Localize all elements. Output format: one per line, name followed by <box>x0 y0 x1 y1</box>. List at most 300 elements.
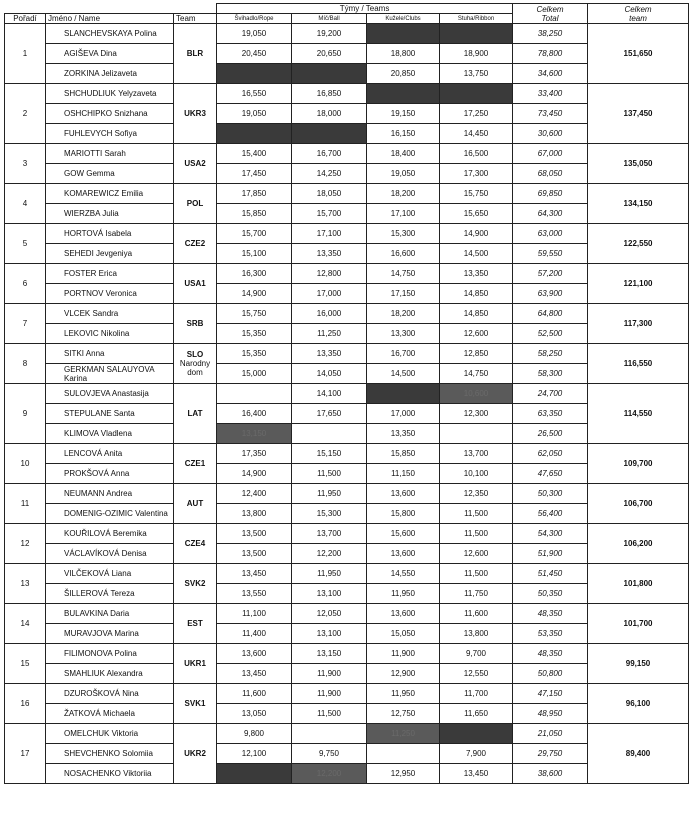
rope-score: 19,050 <box>217 24 292 44</box>
ball-score: 12,050 <box>292 604 367 624</box>
clubs-score: 15,300 <box>367 224 440 244</box>
ball-score: 12,200 <box>292 544 367 564</box>
athlete-total: 50,300 <box>513 484 588 504</box>
clubs-score: 14,750 <box>367 264 440 284</box>
ball-score: 12,800 <box>292 264 367 284</box>
athlete-total: 56,400 <box>513 504 588 524</box>
clubs-score: 11,150 <box>367 464 440 484</box>
clubs-score: 19,050 <box>367 164 440 184</box>
clubs-score <box>367 24 440 44</box>
clubs-score: 18,800 <box>367 44 440 64</box>
ball-score: 9,750 <box>292 744 367 764</box>
table-row <box>5 424 689 444</box>
table-row <box>5 384 689 404</box>
table-row <box>5 224 689 244</box>
rope-score: 12,400 <box>217 484 292 504</box>
athlete-name: ŽATKOVÁ Michaela <box>46 704 174 724</box>
table-row <box>5 464 689 484</box>
ball-score: 15,700 <box>292 204 367 224</box>
ball-score: 17,650 <box>292 404 367 424</box>
table-row <box>5 24 689 44</box>
header-rope: Švihadlo/Rope <box>217 14 292 24</box>
athlete-total: 58,300 <box>513 364 588 384</box>
team-code-label: POL <box>186 199 204 208</box>
team-total: 101,800 <box>588 564 689 604</box>
ball-score <box>292 424 367 444</box>
ribbon-score: 11,750 <box>440 584 513 604</box>
athlete-total: 47,150 <box>513 684 588 704</box>
rope-score: 13,050 <box>217 704 292 724</box>
team-code-label: EST <box>187 619 203 628</box>
rope-score <box>217 764 292 784</box>
ribbon-score: 13,450 <box>440 764 513 784</box>
ball-score: 19,200 <box>292 24 367 44</box>
athlete-name: STEPULANE Santa <box>46 404 174 424</box>
team-total: 101,700 <box>588 604 689 644</box>
table-row <box>5 184 689 204</box>
ball-score: 11,900 <box>292 684 367 704</box>
table-row <box>5 744 689 764</box>
ball-score: 12,200 <box>292 764 367 784</box>
rank-cell: 4 <box>5 184 46 224</box>
team-total: 134,150 <box>588 184 689 224</box>
rope-score: 15,350 <box>217 324 292 344</box>
team-total: 117,300 <box>588 304 689 344</box>
team-total: 109,700 <box>588 444 689 484</box>
rope-score: 16,400 <box>217 404 292 424</box>
ribbon-score: 13,750 <box>440 64 513 84</box>
athlete-total: 57,200 <box>513 264 588 284</box>
athlete-name: KLIMOVA Vladlena <box>46 424 174 444</box>
ball-score: 15,300 <box>292 504 367 524</box>
athlete-total: 50,350 <box>513 584 588 604</box>
rope-score: 14,900 <box>217 284 292 304</box>
clubs-score: 14,500 <box>367 364 440 384</box>
team-code-label: BLR <box>186 49 204 58</box>
athlete-name: AGIŠEVA Dina <box>46 44 174 64</box>
athlete-name: FUHLEVYCH Sofiya <box>46 124 174 144</box>
team-code-label: UKR3 <box>184 109 206 118</box>
athlete-name: LEKOVIC Nikolina <box>46 324 174 344</box>
ball-score: 17,000 <box>292 284 367 304</box>
team-code-label: UKR1 <box>184 659 206 668</box>
team-code-sub: Narodny dom <box>179 359 211 377</box>
ball-score: 18,000 <box>292 104 367 124</box>
ribbon-score: 17,300 <box>440 164 513 184</box>
ribbon-score: 13,800 <box>440 624 513 644</box>
ribbon-score: 13,350 <box>440 264 513 284</box>
rope-score: 17,350 <box>217 444 292 464</box>
clubs-score <box>367 84 440 104</box>
clubs-score: 14,550 <box>367 564 440 584</box>
athlete-total: 59,550 <box>513 244 588 264</box>
ball-score: 11,900 <box>292 664 367 684</box>
rope-score: 16,550 <box>217 84 292 104</box>
clubs-score: 16,600 <box>367 244 440 264</box>
clubs-score: 11,250 <box>367 724 440 744</box>
team-code <box>174 304 217 344</box>
athlete-name: SHCHUDLIUK Yelyzaveta <box>46 84 174 104</box>
header-ball: Míč/Ball <box>292 14 367 24</box>
clubs-score: 11,950 <box>367 684 440 704</box>
team-total: 137,450 <box>588 84 689 144</box>
clubs-score: 13,350 <box>367 424 440 444</box>
rank-cell: 5 <box>5 224 46 264</box>
rope-score: 13,500 <box>217 544 292 564</box>
ribbon-score: 13,700 <box>440 444 513 464</box>
team-total: 116,550 <box>588 344 689 384</box>
header-teams-group: Týmy / Teams <box>217 4 513 14</box>
ribbon-score: 12,600 <box>440 544 513 564</box>
ball-score: 15,150 <box>292 444 367 464</box>
table-row <box>5 104 689 124</box>
ribbon-score: 15,750 <box>440 184 513 204</box>
rope-score: 9,800 <box>217 724 292 744</box>
rank-cell: 11 <box>5 484 46 524</box>
athlete-name: OSHCHIPKO Snizhana <box>46 104 174 124</box>
rope-score: 15,850 <box>217 204 292 224</box>
athlete-name: DZUROŠKOVÁ Nina <box>46 684 174 704</box>
ball-score: 17,100 <box>292 224 367 244</box>
team-code-label: USA1 <box>184 279 206 288</box>
ball-score: 11,500 <box>292 704 367 724</box>
ball-score: 20,650 <box>292 44 367 64</box>
rank-cell: 6 <box>5 264 46 304</box>
rope-score: 13,450 <box>217 564 292 584</box>
team-code <box>174 604 217 644</box>
table-row <box>5 444 689 464</box>
ball-score: 13,700 <box>292 524 367 544</box>
ball-score: 16,850 <box>292 84 367 104</box>
ball-score: 13,100 <box>292 584 367 604</box>
athlete-name: MARIOTTI Sarah <box>46 144 174 164</box>
rope-score <box>217 384 292 404</box>
team-code <box>174 484 217 524</box>
table-row <box>5 604 689 624</box>
clubs-score: 18,200 <box>367 184 440 204</box>
ball-score: 11,250 <box>292 324 367 344</box>
team-code-label: LAT <box>187 409 203 418</box>
rope-score: 13,500 <box>217 524 292 544</box>
rope-score: 15,700 <box>217 224 292 244</box>
team-code <box>174 344 217 384</box>
clubs-score: 13,600 <box>367 484 440 504</box>
ball-score <box>292 724 367 744</box>
athlete-name: FILIMONOVA Polina <box>46 644 174 664</box>
team-total: 96,100 <box>588 684 689 724</box>
rope-score: 11,100 <box>217 604 292 624</box>
team-total: 99,150 <box>588 644 689 684</box>
table-row <box>5 544 689 564</box>
clubs-score: 12,900 <box>367 664 440 684</box>
ribbon-score: 14,850 <box>440 304 513 324</box>
team-code-label: SRB <box>186 319 204 328</box>
rope-score <box>217 124 292 144</box>
ribbon-score: 11,500 <box>440 524 513 544</box>
clubs-score <box>367 384 440 404</box>
team-code <box>174 264 217 304</box>
table-row <box>5 764 689 784</box>
team-code-label: SLO <box>186 350 204 359</box>
table-row <box>5 664 689 684</box>
ball-score: 11,950 <box>292 484 367 504</box>
table-row <box>5 204 689 224</box>
clubs-score: 18,200 <box>367 304 440 324</box>
athlete-total: 48,950 <box>513 704 588 724</box>
ribbon-score: 11,700 <box>440 684 513 704</box>
athlete-name: FOSTER Erica <box>46 264 174 284</box>
rank-cell: 15 <box>5 644 46 684</box>
team-code <box>174 724 217 784</box>
athlete-total: 34,600 <box>513 64 588 84</box>
team-code <box>174 144 217 184</box>
athlete-name: SEHEDI Jevgeniya <box>46 244 174 264</box>
athlete-total: 67,000 <box>513 144 588 164</box>
team-code <box>174 24 217 84</box>
team-code <box>174 224 217 264</box>
athlete-name: GERKMAN SALAUYOVA Karina <box>46 364 174 384</box>
clubs-score: 12,950 <box>367 764 440 784</box>
ribbon-score: 11,600 <box>440 604 513 624</box>
athlete-name: NEUMANN Andrea <box>46 484 174 504</box>
team-total: 106,700 <box>588 484 689 524</box>
ribbon-score: 7,900 <box>440 744 513 764</box>
rope-score: 17,850 <box>217 184 292 204</box>
team-code <box>174 564 217 604</box>
clubs-score: 20,850 <box>367 64 440 84</box>
rope-score: 17,450 <box>217 164 292 184</box>
clubs-score: 17,150 <box>367 284 440 304</box>
clubs-score: 15,600 <box>367 524 440 544</box>
rope-score: 14,900 <box>217 464 292 484</box>
header-team-total <box>588 4 689 24</box>
athlete-total: 33,400 <box>513 84 588 104</box>
rank-cell: 12 <box>5 524 46 564</box>
header-row-top <box>5 4 689 14</box>
clubs-score <box>367 744 440 764</box>
table-row <box>5 324 689 344</box>
rope-score: 15,000 <box>217 364 292 384</box>
rope-score: 20,450 <box>217 44 292 64</box>
table-row <box>5 124 689 144</box>
clubs-score: 13,300 <box>367 324 440 344</box>
athlete-name: GOW Gemma <box>46 164 174 184</box>
header-total <box>513 4 588 24</box>
rank-cell: 13 <box>5 564 46 604</box>
table-row <box>5 64 689 84</box>
ribbon-score: 14,500 <box>440 244 513 264</box>
athlete-name: ŠILLEROVÁ Tereza <box>46 584 174 604</box>
ribbon-score: 11,500 <box>440 564 513 584</box>
athlete-total: 68,050 <box>513 164 588 184</box>
athlete-total: 21,050 <box>513 724 588 744</box>
ball-score: 13,100 <box>292 624 367 644</box>
athlete-name: SITKI Anna <box>46 344 174 364</box>
ribbon-score: 12,850 <box>440 344 513 364</box>
table-row <box>5 524 689 544</box>
rope-score: 15,400 <box>217 144 292 164</box>
ball-score: 14,050 <box>292 364 367 384</box>
rank-cell: 9 <box>5 384 46 444</box>
results-table <box>4 3 689 784</box>
athlete-total: 73,450 <box>513 104 588 124</box>
rope-score: 11,600 <box>217 684 292 704</box>
table-row <box>5 504 689 524</box>
team-total: 114,550 <box>588 384 689 444</box>
athlete-name: OMELCHUK Viktoria <box>46 724 174 744</box>
rope-score: 11,400 <box>217 624 292 644</box>
athlete-name: BULAVKINA Daria <box>46 604 174 624</box>
ball-score: 11,500 <box>292 464 367 484</box>
team-code-label: CZE4 <box>184 539 206 548</box>
athlete-total: 24,700 <box>513 384 588 404</box>
athlete-total: 26,500 <box>513 424 588 444</box>
ribbon-score: 14,450 <box>440 124 513 144</box>
rank-cell: 17 <box>5 724 46 784</box>
athlete-total: 48,350 <box>513 604 588 624</box>
ribbon-score: 14,750 <box>440 364 513 384</box>
athlete-total: 52,500 <box>513 324 588 344</box>
rope-score <box>217 64 292 84</box>
team-code <box>174 384 217 444</box>
rank-cell: 7 <box>5 304 46 344</box>
header-clubs: Kužele/Clubs <box>367 14 440 24</box>
athlete-name: WIERZBA Julia <box>46 204 174 224</box>
athlete-name: LENCOVÁ Anita <box>46 444 174 464</box>
athlete-total: 38,250 <box>513 24 588 44</box>
ribbon-score: 12,300 <box>440 404 513 424</box>
team-code <box>174 184 217 224</box>
team-code-label: UKR2 <box>184 749 206 758</box>
table-row <box>5 364 689 384</box>
clubs-score: 13,600 <box>367 604 440 624</box>
rope-score: 13,150 <box>217 424 292 444</box>
athlete-name: KOMAREWICZ Emilia <box>46 184 174 204</box>
clubs-score: 11,900 <box>367 644 440 664</box>
ribbon-score: 12,600 <box>440 324 513 344</box>
table-row <box>5 44 689 64</box>
rank-cell: 2 <box>5 84 46 144</box>
ball-score: 14,250 <box>292 164 367 184</box>
header-name: Jméno / Name <box>46 14 174 24</box>
athlete-total: 64,800 <box>513 304 588 324</box>
ribbon-score <box>440 24 513 44</box>
clubs-score: 16,700 <box>367 344 440 364</box>
header-total-cz: Celkem <box>536 4 564 14</box>
clubs-score: 15,050 <box>367 624 440 644</box>
clubs-score: 13,600 <box>367 544 440 564</box>
ribbon-score: 10,600 <box>440 384 513 404</box>
rope-score: 12,100 <box>217 744 292 764</box>
ribbon-score: 10,100 <box>440 464 513 484</box>
athlete-total: 78,800 <box>513 44 588 64</box>
table-row <box>5 304 689 324</box>
athlete-name: SHEVCHENKO Solomiia <box>46 744 174 764</box>
table-row <box>5 644 689 664</box>
ball-score: 16,000 <box>292 304 367 324</box>
ribbon-score: 12,550 <box>440 664 513 684</box>
ribbon-score: 14,850 <box>440 284 513 304</box>
athlete-name: VÁCLAVÍKOVÁ Denisa <box>46 544 174 564</box>
header-team: Team <box>174 14 217 24</box>
ball-score: 13,350 <box>292 244 367 264</box>
team-code-label: AUT <box>186 499 204 508</box>
ribbon-score: 12,350 <box>440 484 513 504</box>
team-total: 121,100 <box>588 264 689 304</box>
rope-score: 16,300 <box>217 264 292 284</box>
team-total: 135,050 <box>588 144 689 184</box>
table-row <box>5 144 689 164</box>
ball-score: 11,950 <box>292 564 367 584</box>
rank-cell: 8 <box>5 344 46 384</box>
team-total: 89,400 <box>588 724 689 784</box>
athlete-total: 63,350 <box>513 404 588 424</box>
header-total-en: Total <box>541 13 559 23</box>
ball-score: 16,700 <box>292 144 367 164</box>
table-row <box>5 564 689 584</box>
table-row <box>5 704 689 724</box>
rank-cell: 10 <box>5 444 46 484</box>
athlete-total: 58,250 <box>513 344 588 364</box>
team-total: 106,200 <box>588 524 689 564</box>
ribbon-score: 17,250 <box>440 104 513 124</box>
team-code <box>174 684 217 724</box>
table-row <box>5 404 689 424</box>
header-spacer <box>5 4 217 14</box>
rank-cell: 1 <box>5 24 46 84</box>
clubs-score: 15,800 <box>367 504 440 524</box>
athlete-total: 30,600 <box>513 124 588 144</box>
athlete-total: 62,050 <box>513 444 588 464</box>
table-row <box>5 684 689 704</box>
rope-score: 13,550 <box>217 584 292 604</box>
athlete-total: 50,800 <box>513 664 588 684</box>
clubs-score: 17,000 <box>367 404 440 424</box>
athlete-name: SLANCHEVSKAYA Polina <box>46 24 174 44</box>
clubs-score: 16,150 <box>367 124 440 144</box>
clubs-score: 17,100 <box>367 204 440 224</box>
team-code <box>174 644 217 684</box>
header-team-total-cz: Celkem <box>624 4 652 14</box>
ball-score <box>292 64 367 84</box>
rank-cell: 16 <box>5 684 46 724</box>
rank-cell: 3 <box>5 144 46 184</box>
athlete-name: KOUŘILOVÁ Beremika <box>46 524 174 544</box>
team-code <box>174 524 217 564</box>
athlete-total: 51,900 <box>513 544 588 564</box>
athlete-name: SULOVJEVA Anastasija <box>46 384 174 404</box>
athlete-total: 53,350 <box>513 624 588 644</box>
rope-score: 13,600 <box>217 644 292 664</box>
ribbon-score <box>440 424 513 444</box>
team-code <box>174 84 217 144</box>
athlete-name: VILČEKOVÁ Liana <box>46 564 174 584</box>
athlete-name: PROKŠOVÁ Anna <box>46 464 174 484</box>
header-rank: Pořadí <box>5 14 46 24</box>
table-row <box>5 284 689 304</box>
athlete-name: PORTNOV Veronica <box>46 284 174 304</box>
clubs-score: 19,150 <box>367 104 440 124</box>
ribbon-score: 14,900 <box>440 224 513 244</box>
athlete-name: VLCEK Sandra <box>46 304 174 324</box>
team-code-label: CZE2 <box>184 239 206 248</box>
team-total: 151,650 <box>588 24 689 84</box>
team-code-label: CZE1 <box>184 459 206 468</box>
ribbon-score: 11,650 <box>440 704 513 724</box>
table-row <box>5 344 689 364</box>
athlete-total: 63,900 <box>513 284 588 304</box>
ribbon-score: 15,650 <box>440 204 513 224</box>
